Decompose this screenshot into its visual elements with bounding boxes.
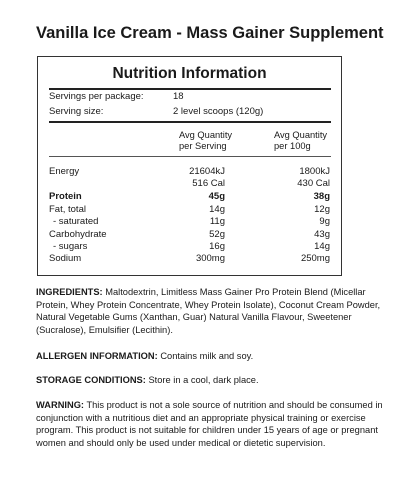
fat-100g: 12g xyxy=(314,204,330,215)
allergen-section xyxy=(36,350,386,363)
servings-label: Servings per package: xyxy=(49,91,144,102)
col-a-line2: per Serving xyxy=(179,141,227,151)
saturated-100g: 9g xyxy=(319,216,330,227)
sugars-label: - sugars xyxy=(53,241,88,252)
sodium-serving: 300mg xyxy=(195,253,225,264)
carbohydrate-100g: 43g xyxy=(314,229,330,240)
nutrition-heading: Nutrition Information xyxy=(112,65,267,82)
storage-section xyxy=(36,374,386,387)
allergen-text: Contains milk and soy. xyxy=(160,351,254,361)
energy-cal-100g: 430 Cal xyxy=(297,178,330,189)
fat-serving: 14g xyxy=(209,204,225,215)
sugars-100g: 14g xyxy=(314,241,330,252)
protein-serving: 45g xyxy=(208,191,225,202)
protein-100g: 38g xyxy=(313,191,330,202)
servings-rule xyxy=(49,121,331,123)
warning-label: WARNING: xyxy=(36,400,85,410)
sodium-100g: 250mg xyxy=(300,253,330,264)
servings-value: 18 xyxy=(173,91,184,102)
storage-label: STORAGE CONDITIONS: xyxy=(36,375,146,385)
heading-rule xyxy=(49,88,331,90)
carbohydrate-label: Carbohydrate xyxy=(49,229,107,240)
fat-label: Fat, total xyxy=(49,204,86,215)
col-b-line1: Avg Quantity xyxy=(274,130,328,140)
sugars-serving: 16g xyxy=(209,241,225,252)
col-a-line1: Avg Quantity xyxy=(179,130,233,140)
storage-text: Store in a cool, dark place. xyxy=(148,375,259,385)
ingredients-section xyxy=(36,286,386,336)
ingredients-text: Maltodextrin, Limitless Mass Gainer Pro Protein Blend (Micellar Protein, Whey Protein Concentrate, Whey Protein Isolate), Coconut Cream Powder, Natural Vegetable Gums (Xanthan, Guar) Natural Vanilla Flavour, Sweetener (Sucralose), Emulsifier (Lecithin). xyxy=(36,287,381,335)
product-title: Vanilla Ice Cream - Mass Gainer Supplement xyxy=(36,24,384,42)
column-header-rule xyxy=(49,156,331,157)
column-per-100g-header xyxy=(274,130,327,152)
energy-cal-serving: 516 Cal xyxy=(192,178,225,189)
warning-text: This product is not a sole source of nutrition and should be consumed in conjunction with a nutritious diet and an appropriate physical training or exercise program. This product is not suitable for children under 15 years of age or pregnant women and should only be used under medical or dietetic supervision. xyxy=(36,400,383,448)
saturated-label: - saturated xyxy=(53,216,99,227)
energy-kj-100g: 1800kJ xyxy=(299,166,330,177)
col-b-line2: per 100g xyxy=(274,141,311,151)
nutrition-panel xyxy=(37,56,342,276)
carbohydrate-serving: 52g xyxy=(209,229,225,240)
energy-label: Energy xyxy=(49,166,80,177)
energy-kj-serving: 21604kJ xyxy=(189,166,225,177)
column-per-serving-header xyxy=(179,130,232,152)
ingredients-label: INGREDIENTS: xyxy=(36,287,103,297)
sodium-label: Sodium xyxy=(49,253,82,264)
serving-size-value: 2 level scoops (120g) xyxy=(173,106,264,117)
protein-label: Protein xyxy=(49,191,82,202)
allergen-label: ALLERGEN INFORMATION: xyxy=(36,351,158,361)
warning-section xyxy=(36,399,386,449)
serving-size-label: Serving size: xyxy=(49,106,104,117)
saturated-serving: 11g xyxy=(209,216,225,227)
